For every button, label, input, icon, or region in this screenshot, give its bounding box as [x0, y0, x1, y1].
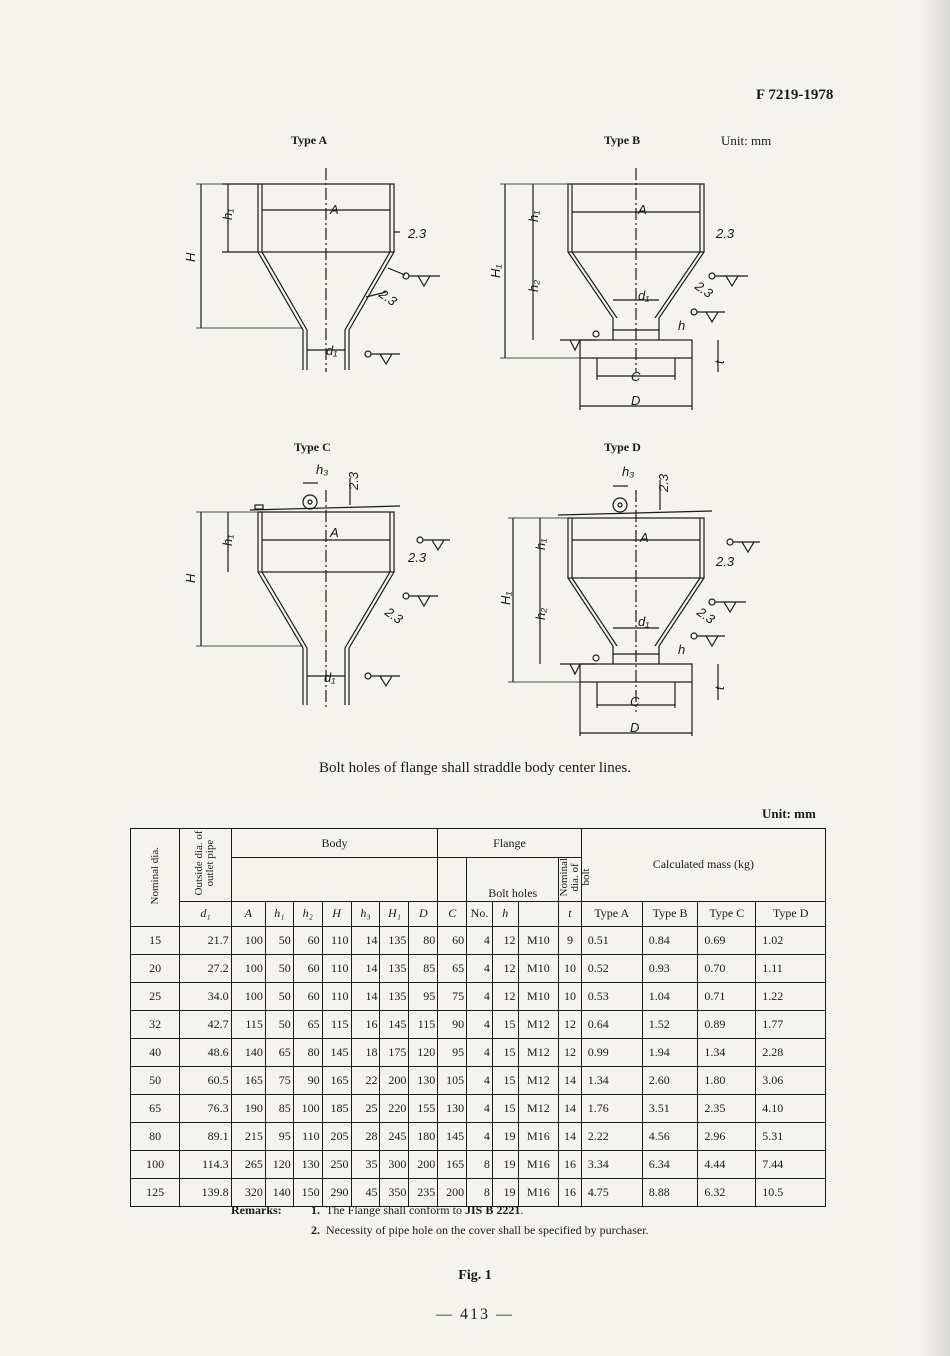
table-cell: 21.7: [180, 926, 231, 954]
table-cell: 35: [351, 1150, 380, 1178]
table-cell: 130: [409, 1066, 438, 1094]
table-cell: 190: [231, 1094, 265, 1122]
table-cell: 2.28: [756, 1038, 826, 1066]
table-cell: 76.3: [180, 1094, 231, 1122]
table-cell: 1.76: [581, 1094, 642, 1122]
type-c-dim-a: A: [330, 525, 339, 540]
table-cell: 265: [231, 1150, 265, 1178]
table-cell: 85: [265, 1094, 293, 1122]
type-a-dim-d1: d₁: [326, 343, 338, 358]
table-cell: 12: [492, 926, 518, 954]
table-cell: 114.3: [180, 1150, 231, 1178]
table-cell: 100: [131, 1150, 180, 1178]
type-d-thk-1: 2.3: [716, 554, 735, 569]
table-cell: 130: [438, 1094, 467, 1122]
table-cell: 0.71: [698, 982, 756, 1010]
table-cell: 125: [131, 1178, 180, 1206]
drawing-type-a: [196, 168, 440, 372]
table-cell: 245: [380, 1122, 409, 1150]
table-cell: 40: [131, 1038, 180, 1066]
table-cell: 110: [322, 982, 351, 1010]
table-cell: 235: [409, 1178, 438, 1206]
table-cell: 80: [409, 926, 438, 954]
type-d-dim-t: t: [712, 686, 727, 690]
type-b-dim-c: C: [631, 369, 641, 384]
table-row: [131, 1178, 826, 1206]
type-d-dim-d: D: [630, 720, 640, 735]
header-body-space: [231, 858, 438, 902]
table-cell: 1.34: [698, 1038, 756, 1066]
table-cell: 1.22: [756, 982, 826, 1010]
sub-H1: H₁: [380, 901, 409, 926]
type-d-dim-c: C: [630, 694, 640, 709]
type-b-thk-1: 2.3: [716, 226, 735, 241]
table-cell: M16: [518, 1122, 559, 1150]
table-cell: 65: [293, 1010, 322, 1038]
sub-h: h: [492, 901, 518, 926]
table-row: [131, 1038, 826, 1066]
table-cell: 95: [438, 1038, 467, 1066]
table-cell: M12: [518, 1094, 559, 1122]
type-d-dim-a: A: [640, 530, 649, 545]
table-cell: 115: [231, 1010, 265, 1038]
type-b-dim-h: h: [678, 318, 686, 333]
table-cell: 0.99: [581, 1038, 642, 1066]
table-cell: 95: [265, 1122, 293, 1150]
table-cell: 155: [409, 1094, 438, 1122]
type-d-dim-H1: H₁: [498, 591, 513, 605]
table-cell: 205: [322, 1122, 351, 1150]
table-cell: 10: [559, 954, 581, 982]
table-cell: 25: [131, 982, 180, 1010]
type-c-thk-top: 2.3: [346, 471, 361, 490]
table-cell: 4: [467, 954, 493, 982]
table-cell: 28: [351, 1122, 380, 1150]
table-cell: 65: [438, 954, 467, 982]
table-cell: 200: [409, 1150, 438, 1178]
type-d-dim-h2: h₂: [533, 607, 548, 620]
table-cell: 42.7: [180, 1010, 231, 1038]
table-cell: 0.93: [642, 954, 698, 982]
figure-caption: Bolt holes of flange shall straddle body center lines.: [318, 760, 631, 776]
table-cell: 100: [231, 954, 265, 982]
table-cell: 32: [131, 1010, 180, 1038]
table-cell: 2.60: [642, 1066, 698, 1094]
header-body: Body: [231, 829, 438, 858]
table-cell: 0.64: [581, 1010, 642, 1038]
table-cell: 3.06: [756, 1066, 826, 1094]
figure-label: Fig. 1: [458, 1268, 492, 1283]
table-cell: 4: [467, 1094, 493, 1122]
table-cell: 14: [351, 926, 380, 954]
table-cell: 95: [409, 982, 438, 1010]
type-d-thk-2: 2.3: [694, 604, 718, 627]
table-cell: 135: [380, 982, 409, 1010]
table-cell: 120: [409, 1038, 438, 1066]
table-cell: 4.10: [756, 1094, 826, 1122]
table-cell: 0.89: [698, 1010, 756, 1038]
table-cell: 100: [231, 926, 265, 954]
table-cell: 50: [265, 982, 293, 1010]
table-cell: 0.69: [698, 926, 756, 954]
table-cell: 8: [467, 1178, 493, 1206]
table-cell: 10: [559, 982, 581, 1010]
remark-1: 1. The Flange shall conform to JIS B 2221.: [311, 1203, 524, 1217]
sub-type-c: Type C: [698, 901, 756, 926]
sub-type-a: Type A: [581, 901, 642, 926]
type-b-thk-2: 2.3: [692, 278, 716, 301]
table-cell: 0.53: [581, 982, 642, 1010]
table-cell: 110: [293, 1122, 322, 1150]
table-cell: 12: [492, 954, 518, 982]
header-nominal-bolt: Nominal dia. of bolt: [559, 858, 581, 902]
table-cell: 1.80: [698, 1066, 756, 1094]
type-b-label: Type B: [604, 133, 641, 147]
table-body: [131, 926, 826, 1206]
table-cell: 19: [492, 1150, 518, 1178]
table-cell: 60: [293, 926, 322, 954]
table-cell: 50: [265, 926, 293, 954]
table-cell: 4.44: [698, 1150, 756, 1178]
table-cell: 45: [351, 1178, 380, 1206]
table-cell: 65: [131, 1094, 180, 1122]
table-cell: 145: [322, 1038, 351, 1066]
table-cell: 4: [467, 1010, 493, 1038]
sub-t: t: [559, 901, 581, 926]
table-cell: 15: [131, 926, 180, 954]
table-cell: 7.44: [756, 1150, 826, 1178]
sub-type-b: Type B: [642, 901, 698, 926]
table-cell: M10: [518, 954, 559, 982]
table-cell: 2.35: [698, 1094, 756, 1122]
table-cell: 6.32: [698, 1178, 756, 1206]
type-a-dim-H: H: [183, 252, 198, 262]
table-cell: 50: [131, 1066, 180, 1094]
table-cell: 0.70: [698, 954, 756, 982]
table-cell: 6.34: [642, 1150, 698, 1178]
type-d-dim-d1: d₁: [638, 614, 650, 629]
table-cell: 2.96: [698, 1122, 756, 1150]
table-cell: 12: [492, 982, 518, 1010]
document-code: F 7219-1978: [756, 87, 834, 103]
table-cell: 4.56: [642, 1122, 698, 1150]
sub-a: A: [231, 901, 265, 926]
type-a-dim-a: A: [330, 202, 339, 217]
type-c-label: Type C: [294, 440, 331, 454]
table-cell: 12: [559, 1038, 581, 1066]
table-cell: 14: [351, 954, 380, 982]
table-cell: 50: [265, 954, 293, 982]
table-cell: 350: [380, 1178, 409, 1206]
table-cell: 10.5: [756, 1178, 826, 1206]
table-cell: 14: [559, 1122, 581, 1150]
table-cell: 1.02: [756, 926, 826, 954]
type-b-dim-h1: h₁: [526, 210, 541, 222]
sub-C: C: [438, 901, 467, 926]
table-cell: 22: [351, 1066, 380, 1094]
table-cell: M10: [518, 982, 559, 1010]
table-cell: 1.77: [756, 1010, 826, 1038]
table-cell: 8: [467, 1150, 493, 1178]
table-cell: 300: [380, 1150, 409, 1178]
table-cell: 150: [293, 1178, 322, 1206]
table-cell: 200: [438, 1178, 467, 1206]
table-cell: 16: [351, 1010, 380, 1038]
table-cell: 15: [492, 1094, 518, 1122]
type-c-dim-h3: h₃: [316, 462, 329, 477]
table-cell: 110: [322, 926, 351, 954]
table-cell: 185: [322, 1094, 351, 1122]
remark-2: 2. Necessity of pipe hole on the cover shall be specified by purchaser.: [311, 1223, 649, 1237]
table-cell: 139.8: [180, 1178, 231, 1206]
table-cell: 75: [438, 982, 467, 1010]
header-nominal: Nominal dia.: [131, 829, 180, 927]
table-cell: 65: [265, 1038, 293, 1066]
table-cell: 90: [293, 1066, 322, 1094]
table-cell: 115: [409, 1010, 438, 1038]
table-cell: 16: [559, 1150, 581, 1178]
table-cell: 4: [467, 1066, 493, 1094]
table-cell: 15: [492, 1066, 518, 1094]
table-cell: 115: [322, 1010, 351, 1038]
page-number: — 413 —: [436, 1306, 514, 1323]
table-cell: M16: [518, 1178, 559, 1206]
type-b-dim-a: A: [638, 202, 647, 217]
table-cell: 19: [492, 1122, 518, 1150]
type-d-dim-h: h: [678, 642, 686, 657]
table-cell: 180: [409, 1122, 438, 1150]
table-cell: 130: [293, 1150, 322, 1178]
table-cell: 100: [293, 1094, 322, 1122]
sub-h1: h₁: [265, 901, 293, 926]
table-cell: 20: [131, 954, 180, 982]
header-flange: Flange: [438, 829, 581, 858]
table-cell: 60: [293, 954, 322, 982]
table-cell: 1.11: [756, 954, 826, 982]
table-cell: 16: [559, 1178, 581, 1206]
type-b-dim-H1: H₁: [488, 264, 503, 278]
table-cell: 220: [380, 1094, 409, 1122]
table-cell: 1.94: [642, 1038, 698, 1066]
table-cell: 105: [438, 1066, 467, 1094]
table-cell: 140: [265, 1178, 293, 1206]
table-cell: 120: [265, 1150, 293, 1178]
table-cell: 4: [467, 1122, 493, 1150]
type-b-dim-d: D: [631, 393, 641, 408]
type-c-dim-H: H: [183, 573, 198, 583]
type-b-dim-d1: d₁: [638, 288, 650, 303]
sub-H: H: [322, 901, 351, 926]
type-a-thk-1: 2.3: [408, 226, 427, 241]
table-cell: 18: [351, 1038, 380, 1066]
table-cell: 50: [265, 1010, 293, 1038]
table-cell: 60.5: [180, 1066, 231, 1094]
table-cell: 165: [231, 1066, 265, 1094]
table-cell: 0.84: [642, 926, 698, 954]
type-d-label: Type D: [604, 440, 641, 454]
table-cell: 27.2: [180, 954, 231, 982]
type-c-thk-2: 2.3: [382, 604, 406, 627]
type-a-thk-2: 2.3: [376, 286, 400, 309]
table-cell: 90: [438, 1010, 467, 1038]
type-a-label: Type A: [291, 133, 328, 147]
header-outside: Outside dia. of outlet pipe: [180, 829, 231, 902]
table-row: [131, 982, 826, 1010]
table-cell: 135: [380, 926, 409, 954]
table-cell: 4.75: [581, 1178, 642, 1206]
sub-h3: h₃: [351, 901, 380, 926]
table-cell: 15: [492, 1038, 518, 1066]
table-cell: 4: [467, 926, 493, 954]
table-cell: M10: [518, 926, 559, 954]
sub-D: D: [409, 901, 438, 926]
table-cell: 14: [559, 1066, 581, 1094]
table-cell: 1.34: [581, 1066, 642, 1094]
dimension-table: [130, 828, 826, 1207]
table-cell: M12: [518, 1038, 559, 1066]
table-cell: M12: [518, 1010, 559, 1038]
table-cell: M12: [518, 1066, 559, 1094]
header-mass: Calculated mass (kg): [581, 829, 825, 902]
type-b-dim-h2: h₂: [526, 279, 541, 292]
table-cell: 12: [559, 1010, 581, 1038]
table-row: [131, 1066, 826, 1094]
sub-h2: h₂: [293, 901, 322, 926]
table-row: [131, 1150, 826, 1178]
table-cell: 80: [131, 1122, 180, 1150]
table-row: [131, 954, 826, 982]
table-cell: 165: [322, 1066, 351, 1094]
table-cell: 80: [293, 1038, 322, 1066]
table-cell: 14: [559, 1094, 581, 1122]
table-cell: 320: [231, 1178, 265, 1206]
header-bolt-holes: Bolt holes: [467, 858, 559, 902]
table-cell: 200: [380, 1066, 409, 1094]
sub-no: No.: [467, 901, 493, 926]
table-cell: 19: [492, 1178, 518, 1206]
type-b-dim-t: t: [712, 360, 727, 364]
table-row: [131, 1010, 826, 1038]
table-cell: 60: [438, 926, 467, 954]
table-cell: 100: [231, 982, 265, 1010]
table-cell: 9: [559, 926, 581, 954]
table-cell: 34.0: [180, 982, 231, 1010]
table-cell: 3.34: [581, 1150, 642, 1178]
remarks-label: Remarks:: [231, 1203, 282, 1217]
table-cell: 145: [438, 1122, 467, 1150]
table-cell: 1.04: [642, 982, 698, 1010]
table-cell: 0.51: [581, 926, 642, 954]
table-cell: 48.6: [180, 1038, 231, 1066]
table-cell: 290: [322, 1178, 351, 1206]
table-row: [131, 1122, 826, 1150]
table-cell: 85: [409, 954, 438, 982]
type-d-thk-top: 2.3: [656, 473, 671, 492]
table-cell: 135: [380, 954, 409, 982]
table-row: [131, 926, 826, 954]
sub-d1: d₁: [180, 901, 231, 926]
table-cell: 110: [322, 954, 351, 982]
table-cell: 89.1: [180, 1122, 231, 1150]
sub-bolt: [518, 901, 559, 926]
table-cell: 1.52: [642, 1010, 698, 1038]
table-cell: 8.88: [642, 1178, 698, 1206]
table-cell: 5.31: [756, 1122, 826, 1150]
type-d-dim-h3: h₃: [622, 464, 635, 479]
table-row: [131, 1094, 826, 1122]
table-cell: 175: [380, 1038, 409, 1066]
type-c-thk-1: 2.3: [408, 550, 427, 565]
drawing-type-c: [196, 478, 450, 710]
type-c-dim-h1: h₁: [220, 534, 235, 546]
table-cell: 140: [231, 1038, 265, 1066]
table-cell: 3.51: [642, 1094, 698, 1122]
table-cell: 75: [265, 1066, 293, 1094]
unit-label-table: Unit: mm: [762, 806, 816, 821]
table-cell: 4: [467, 1038, 493, 1066]
header-flange-d: [438, 858, 467, 902]
table-cell: 165: [438, 1150, 467, 1178]
table-cell: 60: [293, 982, 322, 1010]
table-cell: M16: [518, 1150, 559, 1178]
table-cell: 25: [351, 1094, 380, 1122]
type-c-dim-d1: d₁: [324, 670, 336, 685]
sub-type-d: Type D: [756, 901, 826, 926]
unit-label-top: Unit: mm: [721, 133, 772, 148]
type-d-dim-h1: h₁: [533, 538, 548, 550]
table-cell: 15: [492, 1010, 518, 1038]
table-cell: 14: [351, 982, 380, 1010]
table-cell: 4: [467, 982, 493, 1010]
table-cell: 250: [322, 1150, 351, 1178]
table-cell: 215: [231, 1122, 265, 1150]
type-a-dim-h1: h₁: [220, 208, 235, 220]
table-cell: 2.22: [581, 1122, 642, 1150]
table-cell: 145: [380, 1010, 409, 1038]
table-cell: 0.52: [581, 954, 642, 982]
